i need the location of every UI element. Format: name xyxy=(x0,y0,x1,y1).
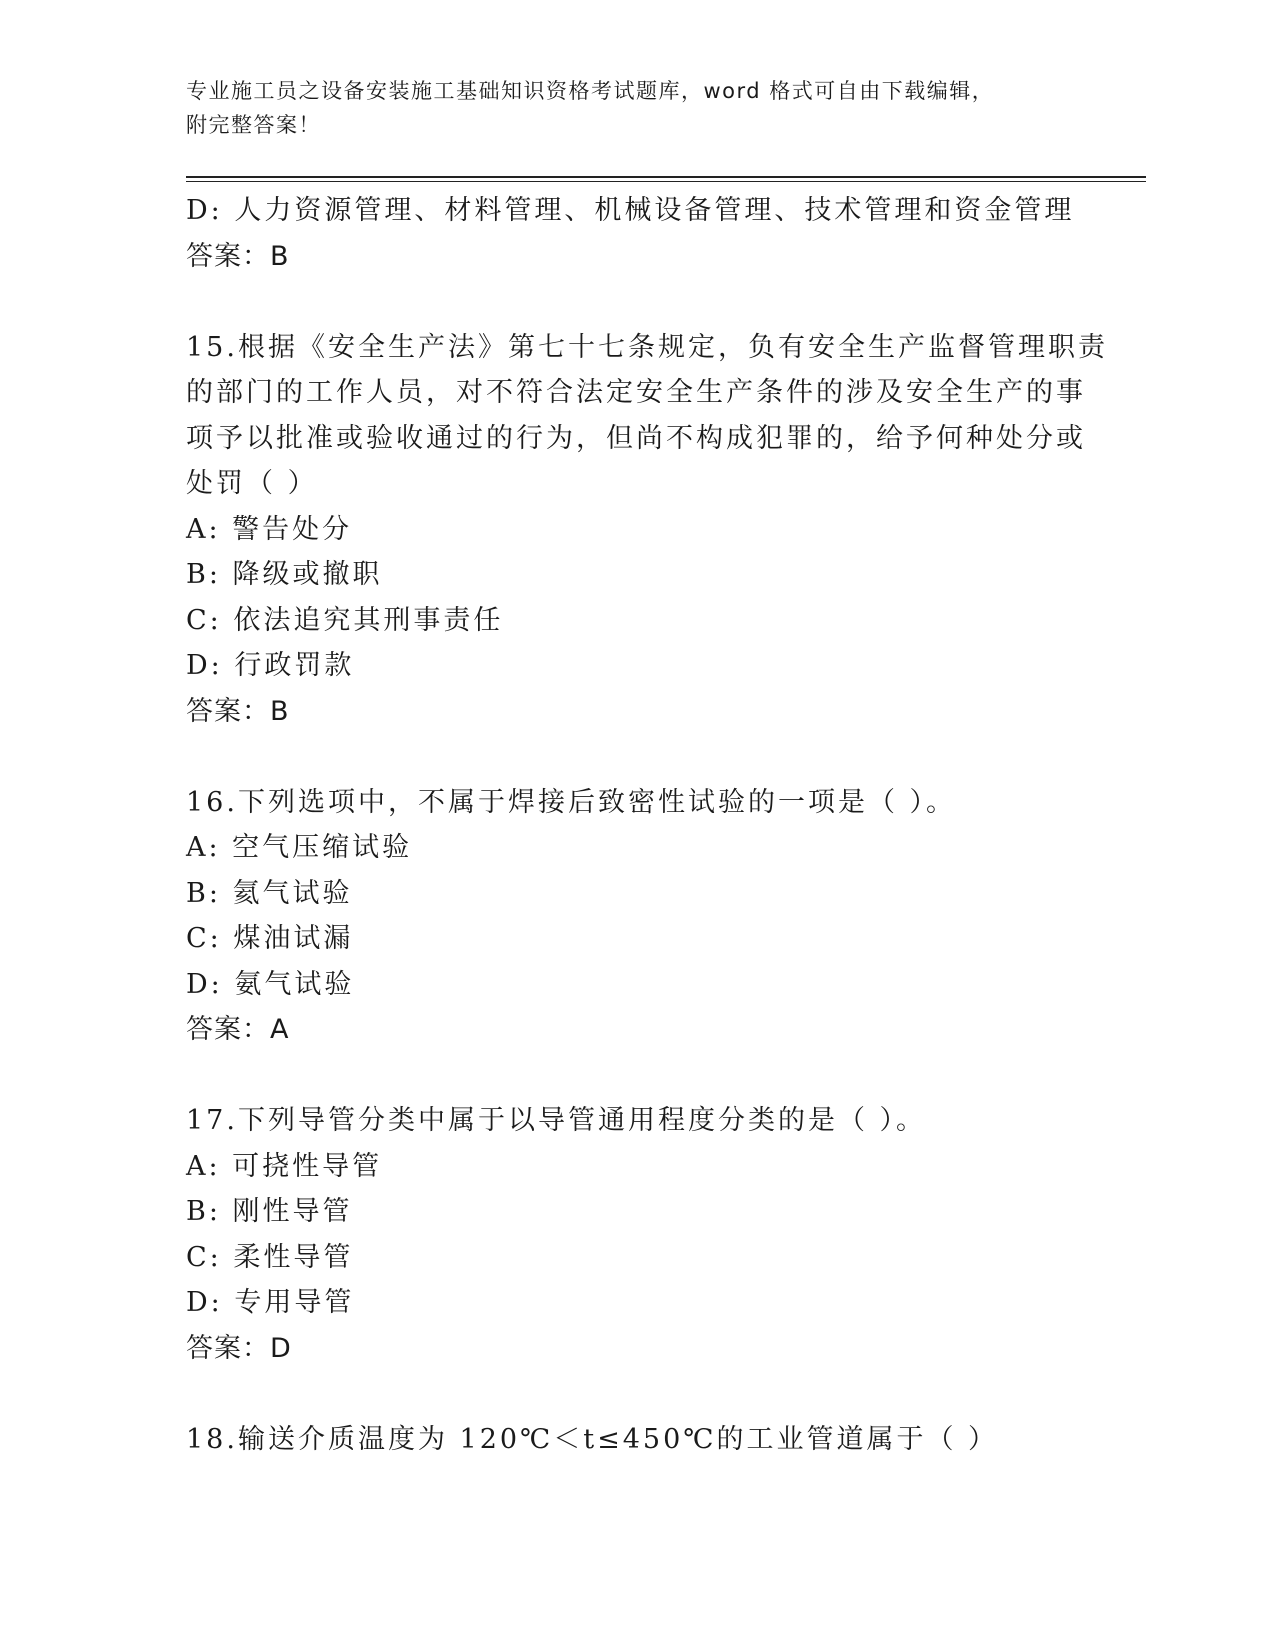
spacer xyxy=(186,1371,1066,1417)
prev-question xyxy=(186,188,1075,279)
question-18 xyxy=(186,1417,1066,1463)
option-d: D: 人力资源管理、材料管理、机械设备管理、技术管理和资金管理 xyxy=(186,195,1075,226)
answer-line: 答案：A xyxy=(186,1014,290,1045)
answer-line: 答案：D xyxy=(186,1332,292,1364)
option-c: C: 煤油试漏 xyxy=(186,923,354,954)
spacer xyxy=(186,734,1066,780)
question-text-line: 项予以批准或验收通过的行为，但尚不构成犯罪的，给予何种处分或 xyxy=(186,422,1086,454)
option-d: D: 氨气试验 xyxy=(186,968,355,1000)
header-divider-thin xyxy=(186,181,1146,182)
option-c: C: 依法追究其刑事责任 xyxy=(186,604,504,636)
header-line-1: 专业施工员之设备安装施工基础知识资格考试题库，word 格式可自由下载编辑， xyxy=(186,79,995,103)
question-15 xyxy=(186,325,1108,735)
option-a: A: 可挠性导管 xyxy=(186,1150,383,1182)
question-text-line: 处罚（ ） xyxy=(186,468,318,499)
header-line-2: 附完整答案！ xyxy=(186,113,321,137)
page-header xyxy=(186,74,1066,142)
option-a: A: 空气压缩试验 xyxy=(186,832,413,863)
answer-line: 答案：B xyxy=(186,240,290,272)
header-divider-thick xyxy=(186,176,1146,178)
question-text-line: 18.输送介质温度为 120℃＜t≤450℃的工业管道属于（ ） xyxy=(186,1423,999,1455)
option-c: C: 柔性导管 xyxy=(186,1241,354,1273)
question-16 xyxy=(186,780,1066,1053)
spacer xyxy=(186,279,1066,325)
question-17 xyxy=(186,1098,1066,1371)
spacer xyxy=(186,1053,1066,1099)
question-text-line: 17.下列导管分类中属于以导管通用程度分类的是（ ）。 xyxy=(186,1105,927,1136)
question-text xyxy=(186,325,1108,507)
option-b: B: 降级或撤职 xyxy=(186,559,383,590)
question-list xyxy=(186,188,1108,1462)
option-a: A: 警告处分 xyxy=(186,513,353,545)
option-b: B: 氦气试验 xyxy=(186,877,353,909)
question-text-line: 16.下列选项中，不属于焊接后致密性试验的一项是（ ）。 xyxy=(186,786,957,818)
option-d: D: 专用导管 xyxy=(186,1287,355,1318)
answer-line: 答案：B xyxy=(186,695,290,727)
question-text-line: 15.根据《安全生产法》第七十七条规定，负有安全生产监督管理职责 xyxy=(186,331,1108,363)
option-d: D: 行政罚款 xyxy=(186,650,355,681)
question-text-line: 的部门的工作人员，对不符合法定安全生产条件的涉及安全生产的事 xyxy=(186,377,1086,408)
option-b: B: 刚性导管 xyxy=(186,1196,353,1227)
